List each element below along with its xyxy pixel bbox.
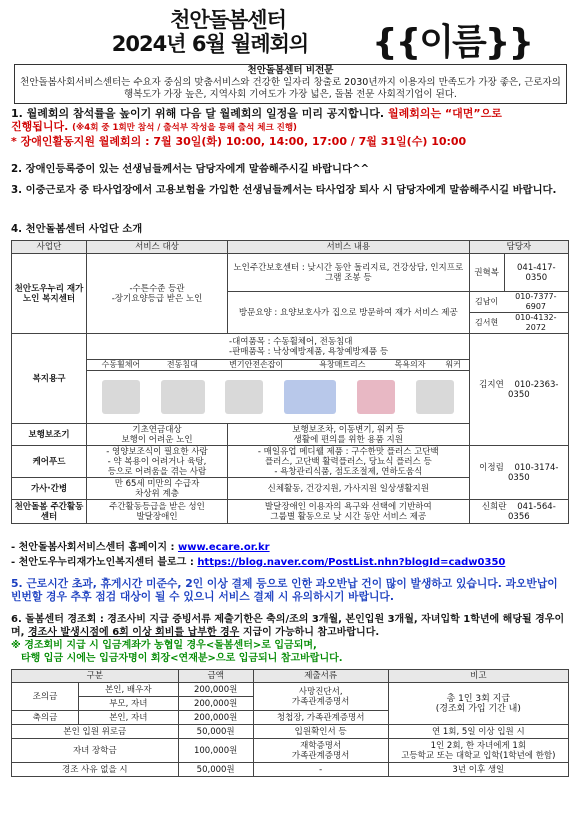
product-images xyxy=(87,371,470,424)
section-1-progress: 진행됩니다. xyxy=(11,120,69,133)
service-housework: 신체활동, 건강지원, 가사지원 일상생활지원 xyxy=(228,478,470,500)
blog-label: - 천안도우누리재가노인복지센터 블로그 : xyxy=(11,557,194,568)
section-1-schedule: * 장애인활동지원 월례회의 : 7월 30일(화) 10:00, 14:00, 17:00 / 7월 31일(수) 10:00 xyxy=(11,135,467,148)
unit-care-food: 케어푸드 xyxy=(12,446,87,478)
homepage-link[interactable]: www.ecare.or.kr xyxy=(177,542,270,553)
t2-none-docs: - xyxy=(253,763,388,777)
section-1-line1: 1. 월례회의 참석률을 높이기 위해 다음 달 월례회의 일정을 미리 공지합니다. xyxy=(11,107,385,120)
t2-wed-amt: 200,000원 xyxy=(178,711,253,725)
t2-hosp-amt: 50,000원 xyxy=(178,725,253,739)
mattress-image xyxy=(284,380,336,414)
section-1-face: 월례회의는 “대면”으로 xyxy=(387,107,502,120)
t2-wed-who: 본인, 자녀 xyxy=(79,711,179,725)
t2-condolence: 조의금 xyxy=(12,683,79,711)
product-label-toilet-handle: 변기안전손잡이 xyxy=(229,360,284,369)
staff-visit-cell xyxy=(469,292,568,334)
section-6-note1: ※ 경조회비 지급 시 입금계좌가 농협일 경우<돌봄센터>로 입금되며, xyxy=(11,640,317,651)
section-6-note2: 타행 입금 시에는 입금자명이 회장<연재분>으로 입금되니 참고바랍니다. xyxy=(21,653,343,664)
product-label-bed: 전동침대 xyxy=(166,360,198,369)
name-placeholder: {{이름}} xyxy=(372,22,533,63)
product-label-bath-chair: 목욕의자 xyxy=(394,360,426,369)
service-care-food: - 매일유업 메디웰 제품 : 구수한맛 플러스 고단백 플러스, 고단백 활력플러스, 당뇨식 플러스 등 - 욕창관리식품, 점도조절제, 연하도움식 xyxy=(228,446,470,478)
phone-4: 010-2363-0350 xyxy=(508,379,559,400)
phone-5: 010-3174-0350 xyxy=(508,462,559,483)
phone-2: 010-7377-6907 xyxy=(504,292,568,313)
unit-home-care: 천안도우누리 재가노인 복지센터 xyxy=(12,254,87,334)
t2-child-note: 1인 2회, 한 자녀에게 1회 고등학교 또는 대학교 입학(1학년에 한함) xyxy=(388,739,568,763)
section-5: 5. 근로시간 초과, 휴게시간 미준수, 2인 이상 결제 등으로 인한 과오반납 건이 많이 발생하고 있습니다. 과오반납이 빈번할 경우 추후 점검 대상이 될 수 있으니 서비스 결제 시 유의하시기 바랍니다. xyxy=(11,577,558,603)
t2-col-note: 비고 xyxy=(388,670,568,683)
section-3: 3. 이중근로자 중 타사업장에서 고용보험을 가입한 선생님들께서는 타사업장 퇴사 시 담당자에게 말씀해주시길 바랍니다. xyxy=(11,184,557,196)
section-6-condition: 경조사 발생시점에 6회 이상 회비를 납부한 경우 xyxy=(27,627,240,638)
service-walker: 보행보조차, 이동변기, 워커 등 생활에 편의를 위한 용품 지원 xyxy=(228,424,470,446)
t2-wedding: 축의금 xyxy=(12,711,79,725)
section-4-title: 4. 천안돌봄센터 사업단 소개 xyxy=(11,223,143,235)
service-day-activity: 발달장애인 이용자의 욕구와 선택에 기반하여 그룹별 활동으로 낮 시간 동안 서비스 제공 xyxy=(228,500,470,524)
vision-box xyxy=(14,64,567,104)
service-day-care: 노인주간보호센터 : 낮시간 동안 돌리지료, 건강상담, 인지프로그램 조봉 등 xyxy=(228,254,470,292)
t2-note-a: 총 1인 3회 지급 (경조회 가입 기간 내) xyxy=(388,683,568,725)
target-walker: 기초연금대상 보행이 어려운 노인 xyxy=(87,424,228,446)
unit-welfare-equipment: 복지용구 xyxy=(12,334,87,424)
condolence-table xyxy=(11,669,569,777)
t2-child-docs: 재학증명서 가족관계증명서 xyxy=(253,739,388,763)
unit-day-activity: 천안돌봄 주간활동센터 xyxy=(12,500,87,524)
t2-hospital: 본인 입원 위로금 xyxy=(12,725,179,739)
sale-items: -판매품목 : 낙상예방제품, 욕창예방제품 등 xyxy=(229,346,389,357)
bed-image xyxy=(161,380,205,414)
target-care-food: - 영양보조식이 필요한 사람 - 약 복용이 어려거나 육탕, 등으로 어려움을 겪는 사람 xyxy=(87,446,228,478)
bath-chair-image xyxy=(357,380,395,414)
t2-col-docs: 제출서류 xyxy=(253,670,388,683)
t2-child-amt: 100,000원 xyxy=(178,739,253,763)
t2-cond-who-2: 부모, 자녀 xyxy=(79,697,179,711)
section-6-text: 6. 돌봄센터 경조회 : 경조사비 지급 증빙서류 제출기한은 축의/조의 3개월, 본인입원 3개월, 자녀입학 1학년에 해당될 경우이며, xyxy=(11,614,565,638)
t2-scholarship: 자녀 장학금 xyxy=(12,739,179,763)
product-label-wheelchair: 수동휠체어 xyxy=(101,360,141,369)
unit-housework: 가사·간병 xyxy=(12,478,87,500)
link-blog-row xyxy=(11,556,571,569)
staff-4: 김지연 xyxy=(479,379,504,390)
staff-day-activity-cell xyxy=(469,500,568,524)
blog-link[interactable]: https://blog.naver.com/PostList.nhn?blogId=cadw0350 xyxy=(197,557,506,568)
staff-5: 이정림 xyxy=(479,462,504,473)
link-homepage-row xyxy=(11,541,571,554)
walker-image xyxy=(416,380,454,414)
t2-col-type: 구분 xyxy=(12,670,179,683)
phone-1: 041-417-0350 xyxy=(504,254,568,292)
target-home-care: -수튼수준 등관 -장기요양등급 받은 노인 xyxy=(87,254,228,334)
col-unit: 사업단 xyxy=(12,241,87,254)
staff-3: 김서현 xyxy=(475,318,499,327)
col-staff: 담당자 xyxy=(469,241,568,254)
staff-6: 신희란 xyxy=(481,501,507,512)
service-visit: 방문요양 : 요양보호사가 집으로 방문하여 재가 서비스 제공 xyxy=(228,292,470,334)
vision-text: 천안돌봄사회서비스센터는 수요자 중심의 맞춤서비스와 건강한 일자리 창출로 2030년까지 이용자의 만족도가 가장 좋은, 근로자의 행복도가 가장 높은, 지역사회 기여도가 가장 넓은, 돌봄 전문 사회적기업이 된다. xyxy=(20,77,561,100)
t2-none-note: 3년 이후 생일 xyxy=(388,763,568,777)
business-unit-table xyxy=(11,240,569,524)
title-meeting: 2024년 6월 월례회의 xyxy=(111,32,309,56)
t2-cond-amt-2: 200,000원 xyxy=(178,697,253,711)
t2-none-amt: 50,000원 xyxy=(178,763,253,777)
section-1-note: (※4회 중 1회만 참석 / 출석부 작성을 통해 출석 체크 진행) xyxy=(72,123,297,133)
product-label-mattress: 욕창매트리스 xyxy=(319,360,366,369)
phone-3: 010-4132-2072 xyxy=(515,313,557,332)
t2-wed-docs: 청첩장, 가족관계증명서 xyxy=(253,711,388,725)
toilet-handle-image xyxy=(225,380,263,414)
section-2: 2. 장애인등록증이 있는 선생님들께서는 담당자에게 말씀해주시길 바랍니다^^ xyxy=(11,163,370,175)
t2-cond-docs: 사망진단서, 가족관계증명서 xyxy=(253,683,388,711)
t2-hosp-docs: 입원확인서 등 xyxy=(253,725,388,739)
target-housework: 만 65세 미만의 수급자 차상위 계층 xyxy=(87,478,228,500)
target-day-activity: 주간활동등급을 받은 성인 발달장애인 xyxy=(87,500,228,524)
equipment-info xyxy=(87,334,470,360)
vision-title: 천안돌봄센터 비전문 xyxy=(247,65,334,76)
t2-cond-who-1: 본인, 배우자 xyxy=(79,683,179,697)
staff-1: 권혁복 xyxy=(469,254,504,292)
t2-no-event: 경조 사유 없을 시 xyxy=(12,763,179,777)
title-center: 천안돌봄센터 xyxy=(170,8,286,32)
section-6-end: 지급이 가능하니 참고바랍니다. xyxy=(242,627,380,638)
phone-6: 041-564-0356 xyxy=(508,501,556,522)
wheelchair-image xyxy=(102,380,140,414)
staff-care-food-cell xyxy=(469,446,568,500)
rental-items: -대여품목 : 수동휠체어, 전동침대 xyxy=(229,336,353,347)
t2-col-amount: 금액 xyxy=(178,670,253,683)
document-header xyxy=(0,0,579,62)
product-row xyxy=(87,360,470,371)
staff-2: 김남이 xyxy=(470,292,504,313)
section-6 xyxy=(11,613,571,665)
section-1 xyxy=(11,107,571,148)
product-label-walker: 워커 xyxy=(445,360,461,369)
col-service: 서비스 내용 xyxy=(228,241,470,254)
staff-equipment-cell xyxy=(469,334,568,446)
unit-walker: 보행보조기 xyxy=(12,424,87,446)
homepage-label: - 천안돌봄사회서비스센터 홈페이지 : xyxy=(11,542,175,553)
col-target: 서비스 대상 xyxy=(87,241,228,254)
t2-hosp-note: 연 1회, 5일 이상 입원 시 xyxy=(388,725,568,739)
t2-cond-amt-1: 200,000원 xyxy=(178,683,253,697)
